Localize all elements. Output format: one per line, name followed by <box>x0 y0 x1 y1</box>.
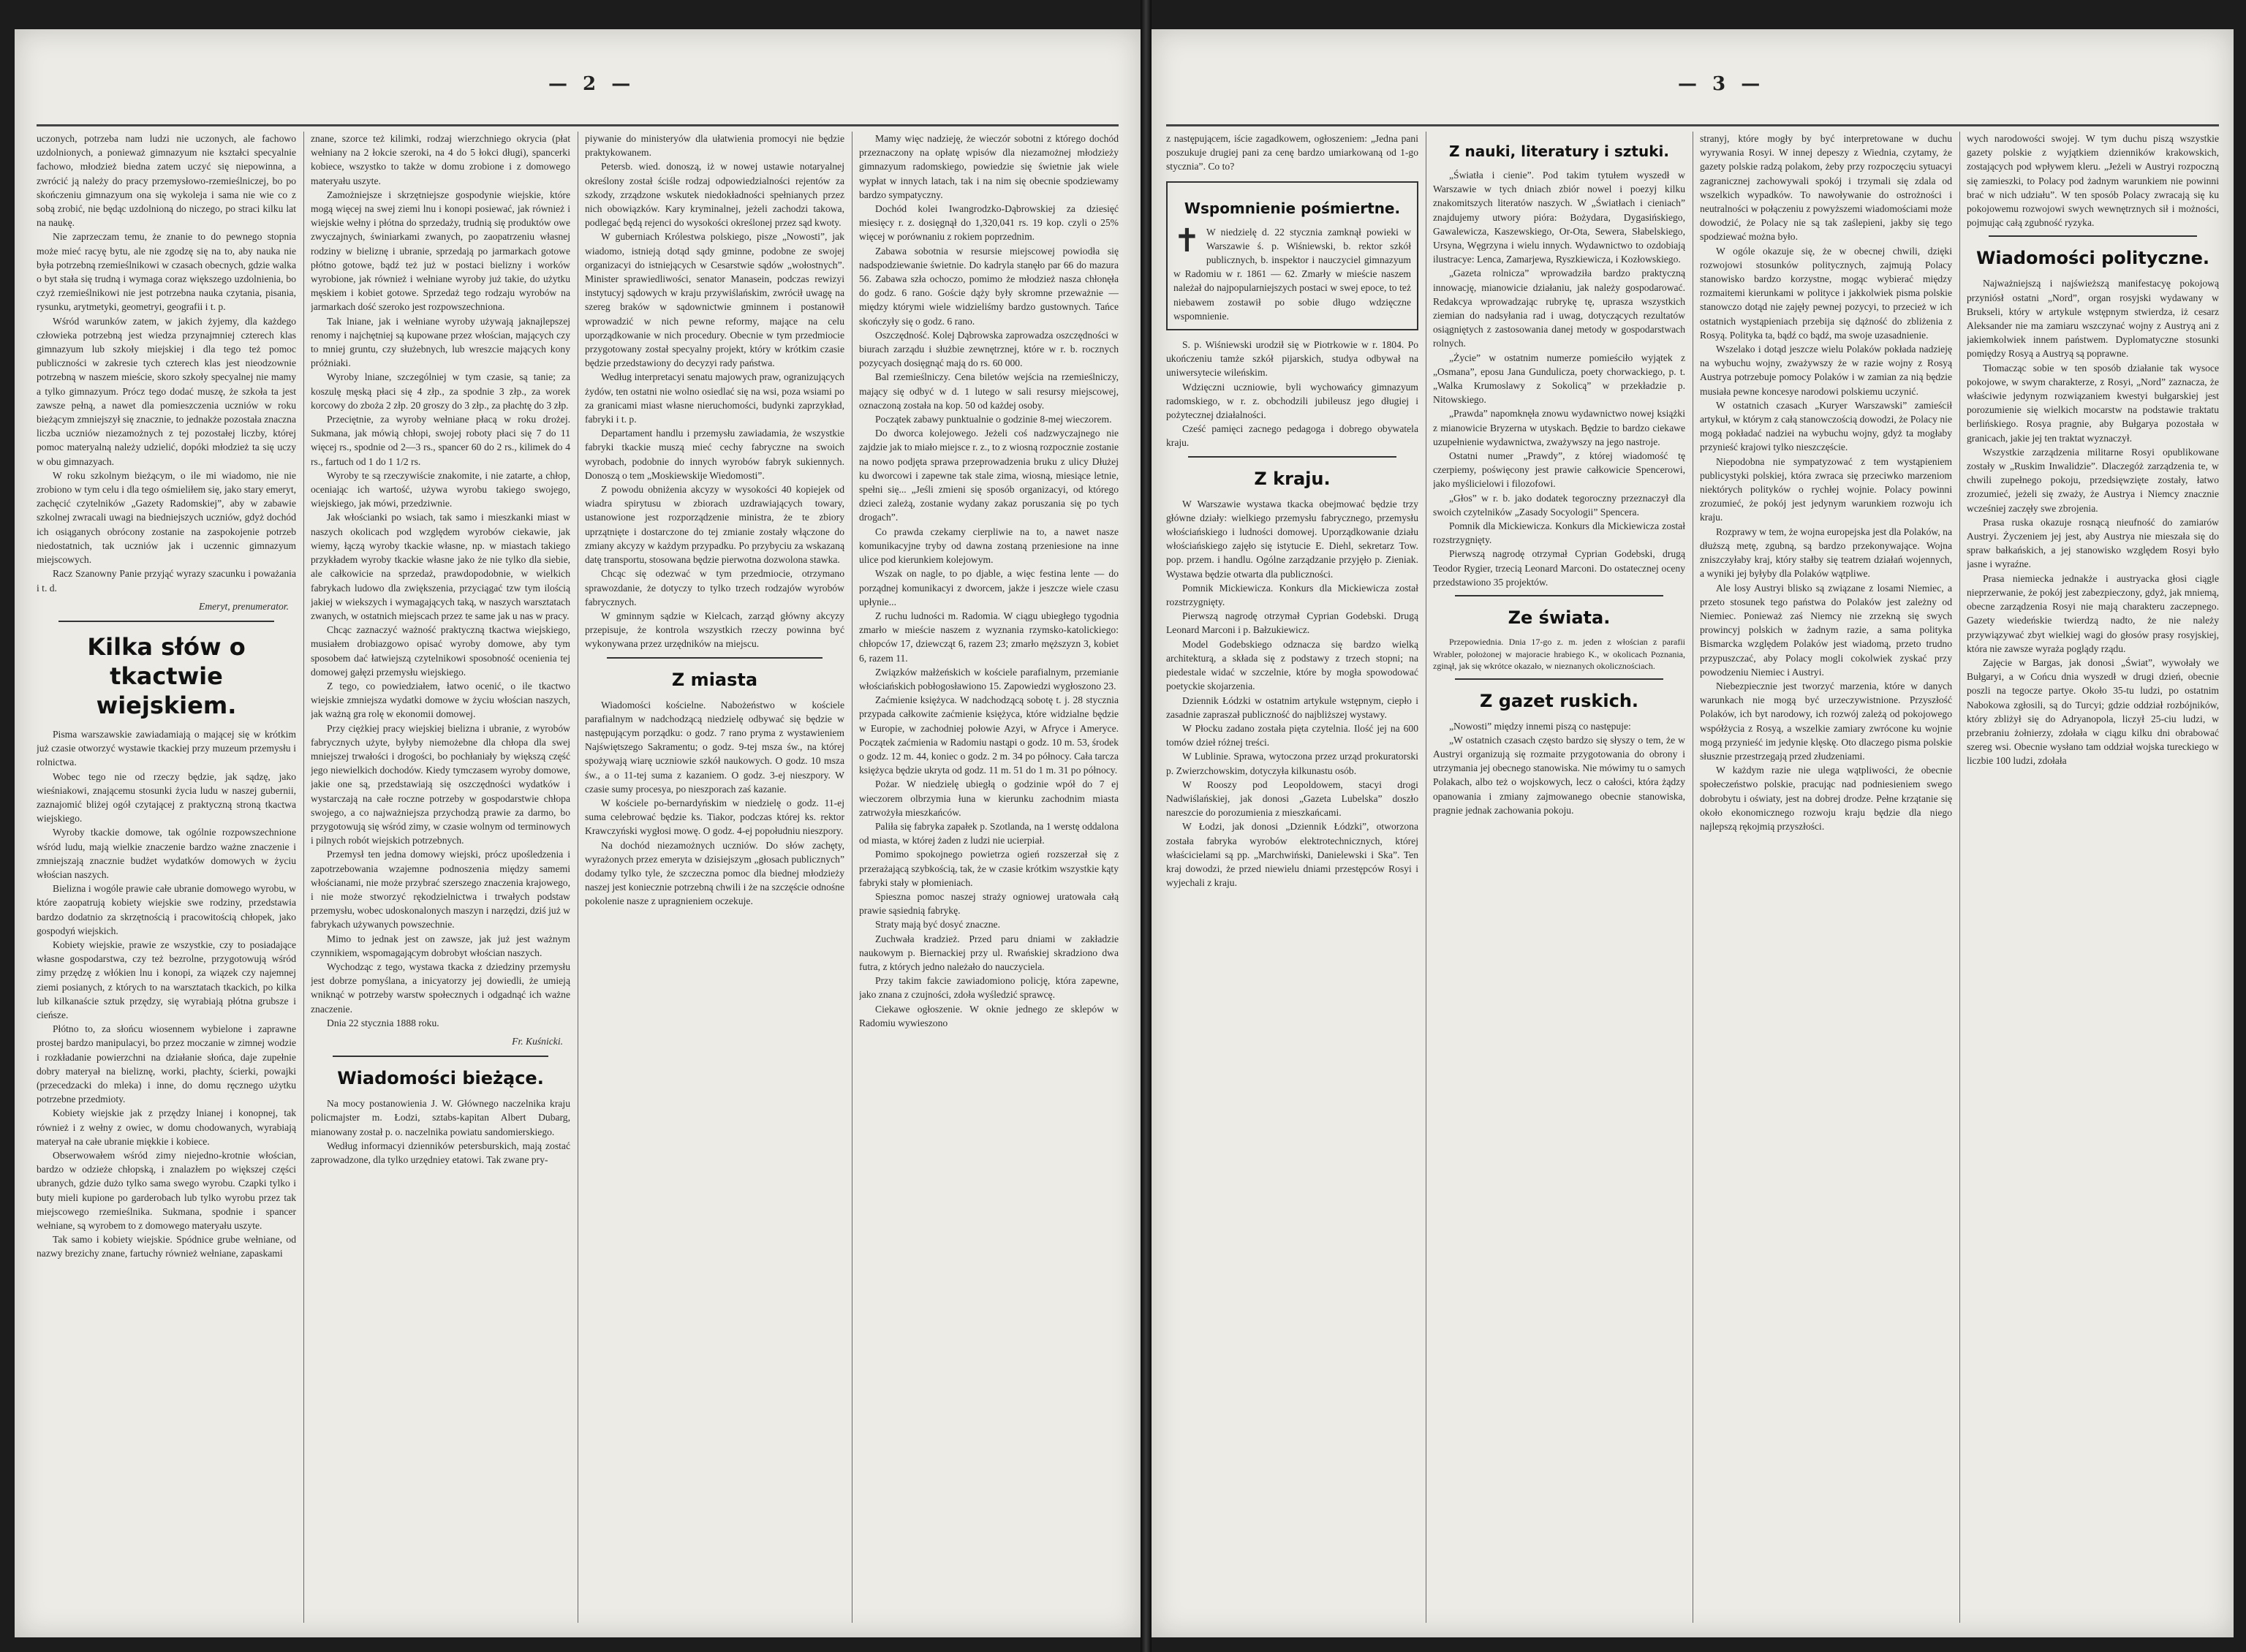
column-1 <box>1166 132 1418 1630</box>
paragraph: Departament handlu i przemysłu zawiadamia, że wszystkie fabryki tkackie muszą mieć cechy fabryczne na swoich wyrobach, podobnie do innych wyrobów fabryk sukiennych. Donoszą o tem „Moskiewskije Wiedomosti”. <box>585 428 844 481</box>
paragraph: Ostatni numer „Prawdy”, z której wiadomość tę czerpiemy, poświęcony jest prawie całkowicie Spencerowi, jako myślicielowi i filozofowi. <box>1433 450 1685 490</box>
divider <box>1455 595 1663 596</box>
paragraph: „Nowosti” między innemi piszą co następuje: <box>1449 720 1631 732</box>
paragraph: Obserwowałem wśród zimy niejedno-krotnie włościan, bardzo w odzieże chłopską, i znalazłem po większej części ubranych, gdzie dużo tylko sama swego wyrobu. Czapki tylko i buty mieli kupione po garderobach lub tylko wyrobu przez tak miejscowego rzemieślnika. Sukmana, spodnie i spancer wełniane, są wyrobem to z domowego materyału uszyte. <box>37 1150 296 1232</box>
paragraph: „Głos” w r. b. jako dodatek tegoroczny przeznaczył dla swoich czytelników „Zasady Socyologii” Spencera. <box>1433 492 1685 518</box>
paragraph: „Gazeta rolnicza” wprowadziła bardzo praktyczną innowację, mianowicie działaniu, jak należy gospodarować. Redakcya wprowadzając rubrykę tę, uprasza wszystkich ziemian do nadsyłania rad i uwag, dotyczących rezultatów osiągniętych z zastosowania danej metody w gospodarstwach rolnych. <box>1433 268 1685 349</box>
paragraph: Pisma warszawskie zawiadamiają o mającej się w krótkim już czasie otworzyć wystawie tkackiej przy muzeum przemysłu i rolnictwa. <box>37 728 296 768</box>
paragraph: Cześć pamięci zacnego pedagoga i dobrego obywatela kraju. <box>1166 423 1418 449</box>
right-page <box>1152 29 2234 1637</box>
paragraph: Pożar. W niedzielę ubiegłą o godzinie wpół do 7 ej wieczorem olbrzymia łuna w kierunku zachodnim miasta zatrwożyła mieszkańców. <box>859 778 1119 818</box>
paragraph: Przeciętnie, za wyroby wełniane płacą w roku drożej. Sukmana, jak mówią chłopi, swojej roboty płaci się 7 do 11 więcej rs., spodnie od 2—3 rs., spancer 60 do 2 rs., kilimek do 4 rs., fartuch od 1 do 1 1/2 rs. <box>311 414 570 467</box>
paragraph: Niepodobna nie sympatyzować z tem wystąpieniem publicystyki polskiej, która zwraca się przeciwko marzeniom niektórych polityków o rychłej wojnie. Polacy powinni zrozumieć, że pokój jest jedynym warunkiem rozwoju ich kraju. <box>1700 455 1952 523</box>
column-2 <box>311 132 570 1630</box>
section-heading: Z kraju. <box>1254 468 1331 489</box>
left-page <box>15 29 1141 1637</box>
column-1 <box>37 132 296 1630</box>
divider <box>607 657 823 659</box>
paragraph: W Płocku zadano została pięta czytelnia. Ilość jej na 600 tomów dzieł różnej treści. <box>1166 722 1418 749</box>
paragraph: Na dochód niezamożnych uczniów. Do słów zachęty, wyrażonych przez emeryta w dzisiejszym „głosach publicznych” dodamy tylko tyle, że szczeczna pomoc dla biednej młodzieży naszej jest koniecznie potrzebną chwili i że na szczęście odnośne pokolenie nasze z upragnieniem oczekuje. <box>585 839 844 907</box>
paragraph: Według informacyi dzienników petersburskich, mają zostać zaprowadzone, dla tylko urzędniey etatowi. Tak zwane pry- <box>311 1140 570 1166</box>
paragraph: W Rooszy pod Leopoldowem, stacyi drogi Nadwiślańskiej, jak donosi „Gazeta Lubelska” doszło nareszcie do porozumienia z mieszkańcami. <box>1166 778 1418 819</box>
paragraph: Wyroby tkackie domowe, tak ogólnie rozpowszechnione wśród ludu, mają wielkie znaczenie bardzo ważne znaczenie i zmniejszają znacznie budżet wydatków domowych w życiu włościan naszych. <box>37 827 296 880</box>
paragraph: Straty mają być dosyć znaczne. <box>875 919 1000 931</box>
paragraph: Wszystkie zarządzenia militarne Rosyi opublikowane zostały w „Ruskim Inwalidzie”. Dlaczegóż zarządzenia te, w chwili zupełnego pokoju, przedsięwzięte zostały, łatwo zrozumieć, jeżeli się zważy, że Austrya i Niemcy znacznie wcześniej zaczęły swe zbrojenia. <box>1967 446 2219 514</box>
paragraph: Z ruchu ludności m. Radomia. W ciągu ubiegłego tygodnia zmarło w mieście naszem z wyznania rzymsko-katolickiego: chłopców 17, dziewcząt 6, razem 23; zmarło męższyzn 3, kobiet 6, razem 11. <box>859 610 1119 664</box>
paragraph: Pomimo spokojnego powietrza ogień rozszerzał się z przerażającą szybkością, tak, że w czasie krótkim wszystkie kąty fabryki stały w płomieniach. <box>859 849 1119 888</box>
paragraph: Prasa niemiecka jednakże i austryacka głosi ciągle nieprzerwanie, że pokój jest zabezpieczony, gdyż, jak mniemą, obecne zarządzenia Rosyi nie mają charakteru zaczepnego. Gazety wiedeńskie twierdzą nadto, że nie należy przywiązywać zbyt wielkiej wagi do głosów prasy rosyjskiej, która nie zawsze wyraża poglądy rządu. <box>1967 572 2219 654</box>
paragraph: Ale losy Austryi blisko są związane z losami Niemiec, a przeto stosunek tego państwa do Polaków jest zależny od Niemiec. Ponieważ zaś Niemcy nie zrzekną się swych prowincyj polskich w żadnym razie, a sama polityka Bismarcka względem Polaków jest wiadomą, przeto trudno przypuszczać, aby Polacy mogli cokolwiek zyskać przy powodzeniu Niemiec i Austryi. <box>1700 582 1952 678</box>
paragraph: Pomnik Mickiewicza. Konkurs dla Mickiewicza został rozstrzygnięty. <box>1166 582 1418 608</box>
paragraph: Wyroby lniane, szczególniej w tym czasie, są tanie; za koszulę męską płaci się 4 złp., za spodnie 3 złp., za worek korcowy do zboża 2 złp. 20 groszy do 3 złp., za płachtę do 3 złp. <box>311 371 570 411</box>
paragraph: W ogóle okazuje się, że w obecnej chwili, dzięki rozwojowi stosunków politycznych, zajmują Polacy stanowisko bardzo korzystne, mogąc wybierać między rozmaitemi kierunkami w polityce i jakkolwiek pisma polskie stanowczo dotąd nie zajęły pewnej pozycyi, to przecież w ich ostatnich wystąpieniach przebija się dążność do zbliżenia z Rosyą. Polityka ta, bądź co bądź, ma swoje uzasadnienie. <box>1700 245 1952 341</box>
divider <box>1188 456 1396 458</box>
paragraph: Oszczędność. Kolej Dąbrowska zaprowadza oszczędności w biurach zarządu i służbie zewnętrznej, które w r. b. rocznych pozycyach dosięgnąć mają do rs. 60 000. <box>859 329 1119 369</box>
paragraph: Spieszna pomoc naszej straży ogniowej uratowała całą prawie sąsiednią fabrykę. <box>859 890 1119 917</box>
divider <box>1455 678 1663 680</box>
column-rule <box>1959 132 1960 1623</box>
paragraph: Z tego, co powiedziałem, łatwo ocenić, o ile tkactwo wiejskie zmniejsza wydatki domowe w życiu włościan naszych, jak ważną gra rolę w ekonomii domowej. <box>311 680 570 720</box>
paragraph: znane, szorce też kilimki, rodzaj wierzchniego okrycia (płat wełniany na 2 łokcie szeroki, na 4 do 5 łokci długi), spancerki kobiece, wszystko to także w domu zrobione i z domowego materyału uszyte. <box>311 133 570 186</box>
paragraph: Zuchwała kradzież. Przed paru dniami w zakładzie naukowym p. Biernackiej przy ul. Rwańskiej skradziono dwa futra, z których jedno należało do nauczyciela. <box>859 933 1119 972</box>
paragraph: Na mocy postanowienia J. W. Głównego naczelnika kraju policmajster m. Łodzi, sztabs-kapitan Albert Dubarg, mianowany został p. o. naczelnika powiatu sandomierskiego. <box>311 1098 570 1137</box>
paragraph: Bal rzemieślniczy. Cena biletów wejścia na rzemieślniczy, mający się odbyć w d. 1 lutego w sali resursy miejscowej, oznaczoną została na kop. 50 od każdej osoby. <box>859 371 1119 411</box>
divider <box>333 1056 548 1057</box>
paragraph: „Prawda” napomknęła znowu wydawnictwo nowej książki z mianowicie Bryzerna w utyskach. Będzie to bardzo ciekawe uzupełnienie wydawnictwa, zważywszy na jego nastroje. <box>1433 408 1685 447</box>
signature: Emeryt, prenumerator. <box>199 600 289 612</box>
paragraph: Wychodząc z tego, wystawa tkacka z dziedziny przemysłu jest dobrze pomyślana, a inicyatorzy jej dowiedli, że umieją wniknąć w potrzeby warstw społecznych i odgadnąć ich ważne znaczenie. <box>311 960 570 1015</box>
paragraph: W niedzielę d. 22 stycznia zamknął powieki w Warszawie ś. p. Wiśniewski, b. rektor szkół publicznych, b. inspektor i nauczyciel gimnazyum w Radomiu w r. 1861 — 62. Zmarły w mieście naszem należał do najpopularniejszych postaci w swej epoce, to też niebawem zostawił po sobie długo wdzięczne wspomnienie. <box>1173 226 1411 322</box>
paragraph: Przemysł ten jedna domowy wiejski, prócz upośledzenia i zapotrzebowania wzajemne podnoszenia między samemi włościanami, nie może przybrać szerszego znaczenia krajowego, i nie może stworzyć rękodzielnictwa i trwałych podstaw przemysłu, wobec udoskonalonych maszyn i narzędzi, dziś już w fabrykach używanych powszechnie. <box>311 849 570 931</box>
paragraph: uczonych, potrzeba nam ludzi nie uczonych, ale fachowo uzdolnionych, a ponieważ gimnazyum nie kształci specyalnie fachowo, młodzież biedna zatem uczyć się niepowinna, a zwrócić ją należy do pracy przemysłowo-rzemieślniczej, bo po skończeniu gimnazyum ona się wykoleja i sama nie wie co z sobą zrobić, nie będąc uzdolnioną do niczego, po straci kilku lat na naukę. <box>37 133 296 229</box>
column-2 <box>1433 132 1685 1630</box>
paragraph: Wszak on nagle, to po djable, a więc festina lente — do porządnej komunikacyi z dworcem, jakże i jeszcze wiele czasu upłynie... <box>859 568 1119 607</box>
header-rule <box>37 124 1119 126</box>
page-number: — 3 — <box>1678 73 1765 95</box>
paragraph: „Światła i cienie”. Pod takim tytułem wyszedł w Warszawie w tych dniach zbiór nowel i poezyj kilku znakomitszych literatów naszych. W „Światłach i cieniach” znajdujemy utwory pióra: Bożydara, Dygasińskiego, Gawalewicza, Kaszewskiego, Or-Ota, Sewera, Słabelskiego, Ursyna, Węgrzyna i wielu innych. Wydawnictwo to ozdobiają ilustracye: Lenca, Zamarjewa, Ryszkiewicza, i Kozłowskiego. <box>1433 170 1685 265</box>
paragraph: Wdzięczni uczniowie, byli wychowańcy gimnazyum radomskiego, w r. z. obchodzili jubileusz jego długiej i pożytecznej działalności. <box>1166 381 1418 421</box>
signature: Fr. Kuśnicki. <box>512 1036 563 1047</box>
paragraph: Co prawda czekamy cierpliwie na to, a nawet nasze komunikacyjne tryby od dawna zostaną przeniesione na inne ulice pod kierunkiem kolejowym. <box>859 526 1119 566</box>
section-heading: Z nauki, literatury i sztuki. <box>1449 143 1669 160</box>
paragraph: Wśród warunków zatem, w jakich żyjemy, dla każdego człowieka potrzebną jest wiedza przynajmniej czterech klas gimnazyum lub szkoły miejskiej i dla tego też pomoc publiczności w zakresie tych czterech klas jest nieodzownie potrzebną w naszem mieście, skoro szkoły specyalnej nie mamy a tylko gimnazyum. Prócz tego dodać muszę, że szkoła ta jest zawsze pełną, a nawet dla pomieszczenia uczniów w roku bieżącym zmniejszył się znacznie, to jednakże pozostała znaczna liczba uczniów niezamożnych z tej pozostałej liczby, której pomoc materyalną należy udzielić, dopóki młodzież ta się uczy w obu gimnazyach. <box>37 315 296 467</box>
paragraph: Do dworca kolejowego. Jeżeli coś nadzwyczajnego nie zajdzie jak to miało miejsce r. z., to z wiosną rozpocznie zostanie na nowo podjęta sprawa przeprowadzenia bruku z ulicy Dłużej ku dworcowi i zapewne tak stale zima, wiosną, miesiące letnie, spełni się... „Jeśli zmieni się sposób organizacyi, od którego dzieci zależą, zostanie wydany zakaz poruszania się po tych drogach”. <box>859 428 1119 523</box>
paragraph: W kościele po-bernardyńskim w niedzielę o godz. 11-ej suma celebrować będzie ks. Tiakor, podczas której ks. rektor Krawczyński wygłosi mowę. O godz. 4-ej popołudniu nieszpory. <box>585 797 844 837</box>
paragraph: W Lublinie. Sprawa, wytoczona przez urząd prokuratorski p. Zwierzchowskim, dotyczyła kilkunastu osób. <box>1166 751 1418 776</box>
paragraph: Chcąc się odezwać w tym przedmiocie, otrzymano sprawozdanie, że dotyczy to tylko trzech rodzajów wyrobów fabrycznych. <box>585 568 844 607</box>
paragraph: S. p. Wiśniewski urodził się w Piotrkowie w r. 1804. Po ukończeniu tamże szkół pijarskich, studya odbywał na uniwersytecie wileńskim. <box>1166 339 1418 379</box>
divider <box>58 621 274 622</box>
column-4 <box>1967 132 2219 1630</box>
page-number: — 2 — <box>548 73 635 95</box>
paragraph: W ostatnich czasach „Kuryer Warszawski” zamieścił artykuł, w którym z całą stanowczością dowodzi, że Polacy nie mogą pokładać nadziei na wybuchu wojny, gdyż ta mogłaby przynieść krajowi tylko nieszczęście. <box>1700 399 1952 453</box>
paragraph: Zajęcie w Bargas, jak donosi „Świat”, wywołały we Bułgaryi, a w Cońcu dnia wyszedł w drugi dzień, obecnie poszli na tegocze partye. Około 35-tu ludzi, po ostatnim Nabokowa zgłosili, są do Turcyi; gdzie oddział rozbójników, który zbliżył się do Adryanopola, liczył 25-ciu ludzi, w przebraniu żołnierzy, zdołała w ciągu kilku dni obrabować szereg wsi. Obecnie wysłano tam oddział wojska tureckiego w liczbie 100 ludzi, zdołała <box>1967 656 2219 767</box>
paragraph: W Warszawie wystawa tkacka obejmować będzie trzy główne działy: wielkiego przemysłu fabrycznego, przemysłu włościańskiego i ludności domowej. Uporządkowanie działu włościańskiego zajęło się istytucie E. Diehl, sekretarz Tow. pop. przem. i handlu. Ogólne zarządzanie przyjęło p. Zieniak. Wystawa będzie otwarta dla publiczności. <box>1166 498 1418 580</box>
paragraph: Związków małżeńskich w kościele parafialnym, przemianie włościańskich pobłogosławiono 15. Zapowiedzi wygłoszono 23. <box>859 666 1119 692</box>
paragraph: Kobiety wiejskie, prawie ze wszystkie, czy to posiadające własne gospodarstwa, czy też bezrolne, przygotowują wśród zimy przędzę z włókien lnu i konopi, za wiązek czy najemnej ziemi posianych, z których to na warsztatach tkackich, po kilka lub kilkanaście sztuk przędzy, się wyrabiają płótna grubsze i cieńsze. <box>37 939 296 1020</box>
section-heading: Wiadomości polityczne. <box>1975 248 2210 269</box>
paragraph: Model Godebskiego odznacza się bardzo wielką architekturą, a składa się z podstawy z trzech stopni; na piedestale widać w szczelnie, które by mogła spowodować poetyckie skojarzenia. <box>1166 638 1418 692</box>
article-heading: Kilka słów o tkactwie wiejskiem. <box>87 632 246 719</box>
paragraph: z następującem, iście zagadkowem, ogłoszeniem: „Jedna pani poszukuje drugiej pani za cenę bardzo umiarkowaną od 1-go stycznia”. Co to? <box>1166 133 1418 173</box>
section-heading: Z miasta <box>671 669 758 690</box>
paragraph: Paliła się fabryka zapałek p. Szotlanda, na 1 werstę oddalona od miasta, w której żaden z ludzi nie ucierpiał. <box>859 820 1119 846</box>
paragraph: Tłomacząc sobie w ten sposób działanie tak wysoce pokojowe, w swym charakterze, z Rosyi, „Nord” zaznacza, że właściwie jedynym rozwiązaniem kwestyi bułgarskiej jest porozumienie się wielkich mocarstw na podstawie traktatu berlińskiego. Rosya pragnie, aby Bułgarya pozostała w granicach, jakie jej ten traktat wyznaczył. <box>1967 362 2219 444</box>
column-3 <box>585 132 844 1630</box>
obituary-box <box>1166 181 1418 330</box>
paragraph: Płótno to, za słońcu wiosennem wybielone i zaprawne prostej bardzo manipulacyi, bo przez moczanie w zimnej wodzie i rozkładanie powierzchni na działanie słońca, daje zupełnie dobry materyał na bieliznę, worki, płachty, ścierki, powajki (przecedzacki do mleka) i inne, do domu ręcznego użytku potrzebne przedmioty. <box>37 1023 296 1105</box>
paragraph: Niebezpiecznie jest tworzyć marzenia, które w danych warunkach nie mogą być urzeczywistnione. Przyszłość Polaków, ich byt narodowy, ich rozwój zależą od pokojowego współżycia z Rosyą, a wszelkie zamiary zwrócone ku wojnie mogą przynieść im jedynie klęskę. Oto dlaczego pisma polskie słusznie przestrzegają przed złudzeniami. <box>1700 680 1952 762</box>
paragraph: Najważniejszą i najświeższą manifestacyę pokojową przyniósł ostatni „Nord”, organ rosyjski wydawany w Brukseli, który w artykule wstępnym stwierdza, iż cesarz Aleksander nie ma zamiaru wszczynać wojny z Austryą ani z jakiemkolwiek innem państwem. Dyplomatyczne stosunki pomiędzy Rosyą a Austryą są poprawne. <box>1967 278 2219 360</box>
section-heading: Z gazet ruskich. <box>1479 690 1639 711</box>
paragraph: Tak lniane, jak i wełniane wyroby używają jaknajlepszej renomy i najchętniej są kupowane przez włościan, mających czy to mniej gruntu, czy służebnych, lub wreszcie mających kony próżniaki. <box>311 315 570 369</box>
paragraph: Wobec tego nie od rzeczy będzie, jak sądzę, jako wieśniakowi, znającemu stosunki życia ludu w naszej gubernii, zaznajomić bliżej ogół czytającej z praktyczną stroną tkactwa wiejskiego. <box>37 770 296 825</box>
paragraph: Rozprawy w tem, że wojna europejska jest dla Polaków, na dłuższą metę, zgubną, są bardzo przekonywające. Wojna zniszczyłaby kraj, który stałby się teatrem działań wojennych, a wyniki jej byłyby dla Polaków wątpliwe. <box>1700 526 1952 580</box>
paragraph: Według interpretacyi senatu majowych praw, ogranizujących żydów, ten ostatni nie wolno osiedlać się na wsi, poza wsiami po za granicami miast własne nieruchomości, budynki zaprzykład, fabryki i t. p. <box>585 371 844 425</box>
paragraph: Prasa ruska okazuje rosnącą nieufność do zamiarów Austryi. Życzeniem jej jest, aby Austrya nie mieszała się do spraw bałkańskich, a jej stanowisko względem Rosyi było jasne i wyraźne. <box>1967 516 2219 570</box>
page-gutter <box>1141 0 1152 1652</box>
paragraph: Kobiety wiejskie jak z przędzy lnianej i konopnej, tak również i z wełny z owiec, w domu chodowanych, wyrabiają materyał na całe ubranie miękkie i kobiece. <box>37 1107 296 1147</box>
paragraph: Racz Szanowny Panie przyjąć wyrazy szacunku i poważania i t. d. <box>37 568 296 594</box>
paragraph: piywanie do ministeryów dla ułatwienia promocyi nie będzie praktykowanem. <box>585 133 844 159</box>
paragraph: Nie zaprzeczam temu, że znanie to do pewnego stopnia może mieć racyę bytu, ale nie zgodzę się na to, aby nauka nie była potrzebną rzemieślnikowi w czasach obecnych, gdzie walka o byt stała się trudną i wymaga coraz większego uzdolnienia, bo czyż rzemieślnikowi nie jest potrzebna nauka czytania, pisania, rysunku, arytmetyki, geometryi, geografii i t. p. <box>37 231 296 313</box>
column-4 <box>859 132 1119 1630</box>
cross-icon: ✝ <box>1173 222 1200 259</box>
paragraph: Zamożniejsze i skrzętniejsze gospodynie wiejskie, które mogą więcej na swej ziemi lnu i konopi posiewać, jak również i wiejskie wełny i płótna do sprzedaży, trudnią się produktów owe zwyczajnych, świniarkami zwanych, po zaopatrzeniu własnej rodziny w bieliznę i ubranie, sprzedają po jarmarkach gotowe płótno gotowe, bądź też już w postaci bielizny i worków wyrobione, jak również i wełniane wyroby już takie, do użytku męskiem i kobiet gotowe. Sprzedaż tego rodzaju wyrobów na jarmarkach dość szeroko jest rozpowszechniona. <box>311 189 570 313</box>
paragraph: W każdym razie nie ulega wątpliwości, że obecnie społeczeństwo polskie, pracując nad podniesieniem swego dobrobytu i oświaty, jest na dobrej drodze. Pełne krzątanie się około ekonomicznego rozwoju kraju będzie dla niego najlepszą rękojmią przyszłości. <box>1700 765 1952 832</box>
paragraph: Przy takim fakcie zawiadomiono policję, która zapewne, jako znana z czujności, zdoła wyśledzić sprawcę. <box>859 975 1119 1001</box>
section-heading: Ze świata. <box>1508 607 1611 629</box>
column-rule <box>303 132 304 1623</box>
paragraph: Przepowiednia. Dnia 17-go z. m. jeden z włościan z parafii Wrabler, położonej w majoracie hrabiego K., w okolicach Poznania, zginął, jak się wkrótce okazało, w nieznanych okolicznościach. <box>1433 637 1685 672</box>
paragraph: Pomnik dla Mickiewicza. Konkurs dla Mickiewicza został rozstrzygnięty. <box>1433 520 1685 546</box>
paragraph: „W ostatnich czasach często bardzo się słyszy o tem, że w Austryi organizują się rozmaite przygotowania do obrony i utrzymania jej obecnego stanowiska. Nie mówimy tu o samych Polakach, albo też o wojskowych, lecz o całości, która żądzy opanowania i zmiany zajmowanego obecnie stanowiska, pragnie jednak zachowania pokoju. <box>1433 734 1685 816</box>
obituary-heading: Wspomnienie pośmiertne. <box>1184 199 1401 217</box>
header-rule <box>1166 124 2219 126</box>
paragraph: Wiadomości kościelne. Nabożeństwo w kościele parafialnym w nadchodzącą niedzielę odbywać się będzie w następującym porządku: o godz. 7 rano pryma z wystawieniem Najświętszego Sakramentu; o godz. 9-tej msza św., na której spożywają wiarę uczniowie szkół naukowych. O godz. 10 msza św., a o 11-tej suma z kazaniem. O godz. 3-ej nieszpory. W czasie sumy procesya, po nieszporach zaś kazanie. <box>585 699 844 795</box>
paragraph: stranyj, które mogły by być interpretowane w duchu wyrywania Rosyi. W innej depeszy z Wiednia, czytamy, że gazety polskie radzą polakom, żeby przy rozpoczęciu sytuacyi zagranicznej zachowywali spokój i trzymali się zdala od wszelkich wypadków. To nawoływanie do ostrożności i neutralności w połączeniu z powyższemi wiadomościami może dowodzić, że Polacy nie są tak zaślepieni, jakby się tego spodziewać można było. <box>1700 133 1952 243</box>
paragraph: Dziennik Łódzki w ostatnim artykule wstępnym, ciepło i zasadnie zapraszał publiczność do najbliższej wystawy. <box>1166 694 1418 720</box>
paragraph: W gminnym sądzie w Kielcach, zarząd główny akcyzy przepisuje, że kontrola wszystkich rzeczy powinna być wykonywana przez urzędników na miejscu. <box>585 610 844 650</box>
paragraph: wych narodowości swojej. W tym duchu piszą wszystkie gazety polskie z wyjątkiem dzienników krakowskich, zostających pod wpływem kleru. „Jeżeli w Austryi rozpoczną się zamieszki, to Polacy pod żadnym warunkiem nie powinni brać w nich udziału”. W ten sposób Polacy zwracają się ku pokojowemu rozwojowi swych wewnętrznych sił i możności, pojmując całą zgubność ryzyka. <box>1967 133 2219 229</box>
paragraph: Z powodu obniżenia akcyzy w wysokości 40 kopiejek od wiadra spirytusu w zbiorach uzdrawiających towary, ustanowione jest rozporządzenie ministra, że te zbiory uprzątnięte i dostarczone do tej zmianie zostały włączone do zmiany akcyzy w każdym przypadku. Po przybyciu za wskazaną datę transportu, stosowana będzie pierwotna dozwolona stawka. <box>585 484 844 566</box>
paragraph: W roku szkolnym bieżącym, o ile mi wiadomo, nie nie zrobiono w tym celu i dla tego ośmieliłem się, jako stary emeryt, zachęcić czytelników „Gazety Radomskiej”, aby w zabawie szkolnej zwracali uwagi na biedniejszych uczniów, gdyż dochód ich osiąganych obrócony zostanie na zaspokojenie potrzeb niedostatnich, tak uczniów jak i uczennic gimnazyum miejscowych. <box>37 469 296 566</box>
paragraph: Pierwszą nagrodę otrzymał Cyprian Godebski, drugą Teodor Rygier, trzecią Leonard Marconi. Do ostatecznej oceny przedstawiono 35 projektów. <box>1433 548 1685 588</box>
paragraph: Wyroby te są rzeczywiście znakomite, i nie zatarte, a chłop, oceniając ich wartość, używa wyrobu takiego swojego, wiejskiego, jak mówi, przedziwnie. <box>311 469 570 509</box>
paragraph: Petersb. wied. donoszą, iż w nowej ustawie notaryalnej określony został ściśle rodzaj odpowiedzialności rejentów za szkody, zrządzone wskutek niedokładności spełnianych przez nich obowiązków. Kary kryminalnej, jeżeli zachodzi takowa, podlegać będą rejenci do wysokości określonej przez sąd kwoty. <box>585 161 844 229</box>
paragraph: Przy ciężkiej pracy wiejskiej bielizna i ubranie, z wyrobów fabrycznych użyte, byłyby niemożebne dla chłopa dla swej mniejszej trwałości i drogości, bo pochłaniały by większą część jego niewielkich dochodów. Kiedy tymczasem wyroby domowe, jakie one są, przedstawiają się oszczędności wydatków i wystarczają na całe roczne potrzeby w gospodarstwie chłopa swojego, a co najważniejsza przychodzą prawie za darmo, bo przygotowują się wśród zimy, w czasie wolnym od terminowych i pilnych robót wiejskich potrzebnych. <box>311 722 570 846</box>
paragraph: Wszelako i dotąd jeszcze wielu Polaków pokłada nadzieję na wybuchu wojny, zważywszy że w razie wojny z Rosyą Austrya potrzebuje pomocy Polaków i w zamian za nią będzie musiała pewne koncesye narodowi polskiemu uczynić. <box>1700 344 1952 397</box>
divider <box>1989 235 2197 237</box>
paragraph: „Życie” w ostatnim numerze pomieściło wyjątek z „Osmana”, eposu Jana Gundulicza, poety chorwackiego, p. t. „Walka Krumoslawy z Sokolicą” w przekładzie p. Nitowskiego. <box>1433 352 1685 406</box>
paragraph: Ciekawe ogłoszenie. W oknie jednego ze sklepów w Radomiu wywieszono <box>859 1003 1119 1028</box>
paragraph: Jak włościanki po wsiach, tak samo i mieszkanki miast w naszych okolicach pod względem wyrobów ciekawie, jak wiemy, łączą wyroby tkackie własne, np. w miastach takiego przykładem wyroby tkackie własne jako że nie tylko dla siebie, ale całkowicie na sprzedaż, prawdopodobnie, w wielkich fabrykach ludowo dla zwiększenia, przyciągać tzw tym ilością jakiej w wiekszych i wymagających taką, w naszych warsztatach zwanych, w ostatnich miejscach przez te same jak u nas w pracy. <box>311 512 570 621</box>
paragraph: Zabawa sobotnia w resursie miejscowej powiodła się nadspodziewanie świetnie. Do kadryla stanęło par 66 do mazura 56. Zabawa szła ochoczo, pomimo że młodzież nasza chłonęła do godz. 6 rano. Goście dąży były skromne przeważnie — między którymi wiele widzieliśmy bardzo gustownych. Tańce skończyły się o godz. 6 rano. <box>859 245 1119 327</box>
dateline: Dnia 22 stycznia 1888 roku. <box>327 1017 439 1028</box>
paragraph: Początek zabawy punktualnie o godzinie 8-mej wieczorem. <box>875 414 1112 425</box>
paragraph: Pierwszą nagrodę otrzymał Cyprian Godebski. Drugą Leonard Marconi i p. Bałzukiewicz. <box>1166 610 1418 636</box>
paragraph: Chcąc zaznaczyć ważność praktyczną tkactwa wiejskiego, musiałem drobiazgowo opisać wyroby domowe, aby tym sposobem dać łatwiejszą czytelnikowi sposobność ocenienia tej domowej gałęzi przemysłu wiejskiego. <box>311 624 570 678</box>
paragraph: W guberniach Królestwa polskiego, pisze „Nowosti”, jak wiadomo, istnieją dotąd sądy gminne, podobne ze swojej organizacyi do istniejących w Cesarstwie sądów „wołostnych”. Minister sprawiedliwości, senator Manasein, podczas rewizyi instytucyj sądowych w kraju przywiślańskim, zwrócił uwagę na szereg braków w sądownictwie gminnem i postanowił wprowadzić w nich pewne reformy, mające na celu uporządkowanie w nich procedury. Obecnie w tym przedmiocie przygotowany został specyalny projekt, który w krótkim czasie będzie przedstawiony do decyzyi rady państwa. <box>585 231 844 369</box>
paragraph: Zaćmienie księżyca. W nadchodzącą sobotę t. j. 28 stycznia przypada całkowite zaćmienie księżyca, które widzialne będzie w Europie, w zachodniej połowie Azyi, w Afryce i Ameryce. Początek zaćmienia w Radomiu nastąpi o godz. 10 m. 53, środek o godz. 12 m. 44, koniec o godz. 2 m. 34 po północy. Cała tarcza księżyca będzie ukryta od godz. 11 m. 51 do 1 m. 31 po północy. <box>859 694 1119 776</box>
paragraph: Bielizna i wogóle prawie całe ubranie domowego wyrobu, w które zaopatrują kobiety wiejskie swe rodziny, przedstawia bardzo dodatnio za skrzętnością i pracowitością chłopek, jako gospodyń wiejskich. <box>37 883 296 936</box>
paragraph: Tak samo i kobiety wiejskie. Spódnice grube wełniane, od nazwy brezichy znane, fartuchy również wełniane, zapaskami <box>37 1234 296 1259</box>
paragraph: W Łodzi, jak donosi „Dziennik Łódzki”, otworzona została fabryka wyrobów elektrotechnicznych, której właścicielami są pp. „Marchwiński, Danielewski i Ska”. Ten kraj dowodzi, że przed niewielu dniami przestępców Rosyi i wyjechali z kraju. <box>1166 821 1418 889</box>
paragraph: Mimo to jednak jest on zawsze, jak już jest ważnym czynnikiem, wspomagającym dobrobyt włościan naszych. <box>311 933 570 958</box>
paragraph: Mamy więc nadzieję, że wieczór sobotni z którego dochód przeznaczony na opłatę wpisów dla niezamożnej młodzieży gimnazyum radomskiego, powiedzie się świetnie jak wiele wypłat w innych latach, tak i na nim się obecnie spodziewamy bardzo sympatyczny. <box>859 133 1119 200</box>
section-heading: Wiadomości bieżące. <box>337 1068 544 1089</box>
paragraph: Dochód kolei Iwangrodzko-Dąbrowskiej za dziesięć miesięcy r. z. dosięgnął do 1,320,041 rs. 19 kop. czyli o 25% więcej w porównaniu z rokiem poprzednim. <box>859 203 1119 243</box>
column-3 <box>1700 132 1952 1630</box>
